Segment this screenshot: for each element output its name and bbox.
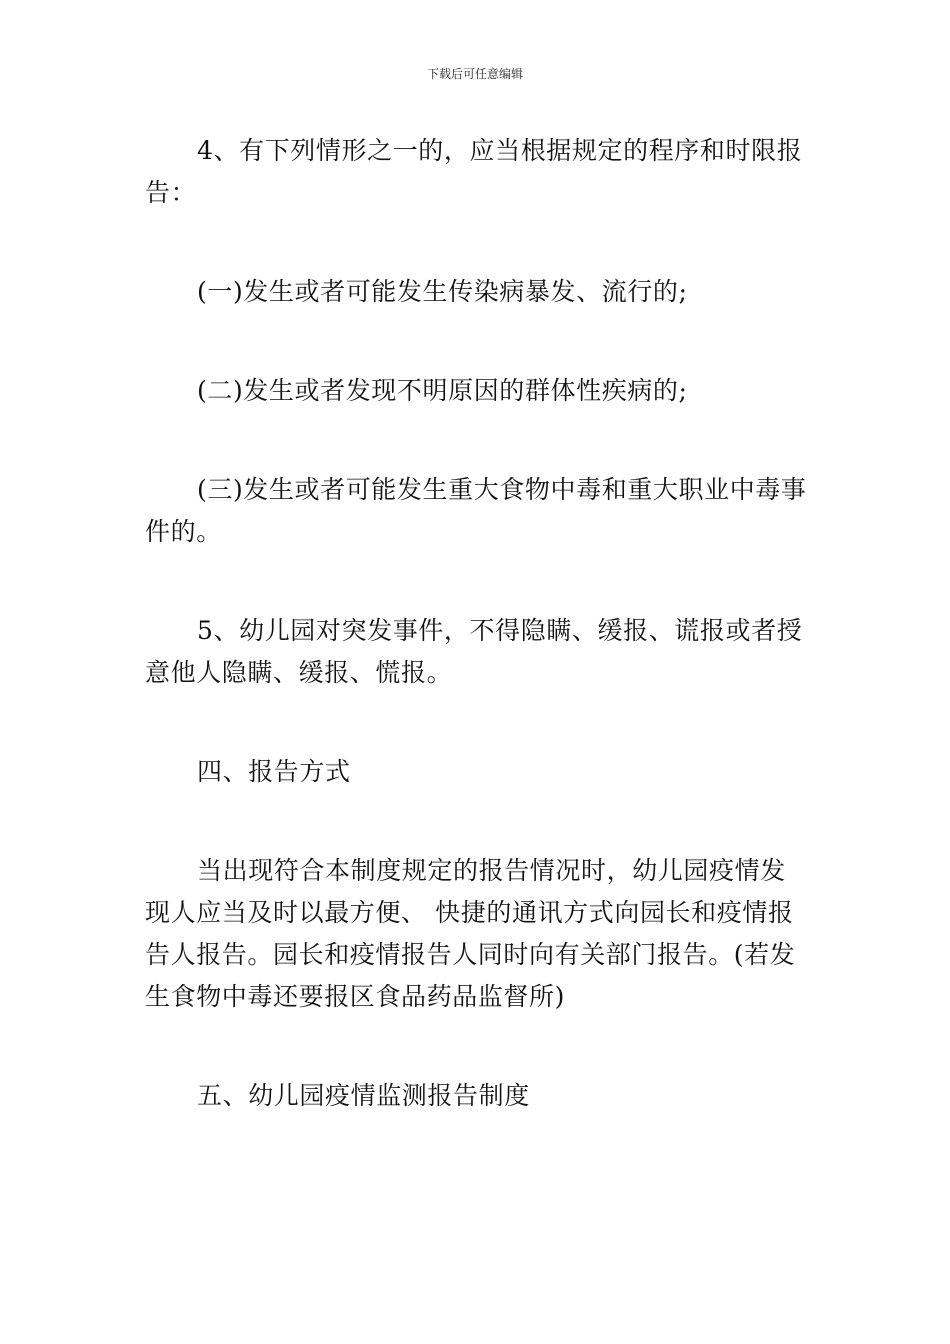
paragraph-report-conditions: 4、有下列情形之一的，应当根据规定的程序和时限报告： bbox=[145, 136, 803, 207]
section-heading-monitoring-system: 五、幼儿园疫情监测报告制度 bbox=[197, 1081, 530, 1110]
paragraph-item-3: (三)发生或者可能发生重大食物中毒和重大职业中毒事件的。 bbox=[145, 475, 807, 546]
paragraph-item-1: (一)发生或者可能发生传染病暴发、流行的; bbox=[197, 277, 688, 306]
header-note: 下载后可任意编辑 bbox=[426, 67, 523, 81]
paragraph-item-2: (二)发生或者发现不明原因的群体性疾病的; bbox=[197, 376, 688, 405]
paragraph-report-method: 当出现符合本制度规定的报告情况时，幼儿园疫情发现人应当及时以最方便、 快捷的通讯方式向园长和疫情报告人报告。园长和疫情报告人同时向有关部门报告。(若发生食物中毒还要报区食品药品监督所) bbox=[145, 856, 796, 1011]
paragraph-no-concealment: 5、幼儿园对突发事件，不得隐瞒、缓报、谎报或者授意他人隐瞒、缓报、慌报。 bbox=[145, 616, 803, 687]
document-body bbox=[145, 130, 807, 1117]
section-heading-report-method: 四、报告方式 bbox=[197, 757, 351, 786]
